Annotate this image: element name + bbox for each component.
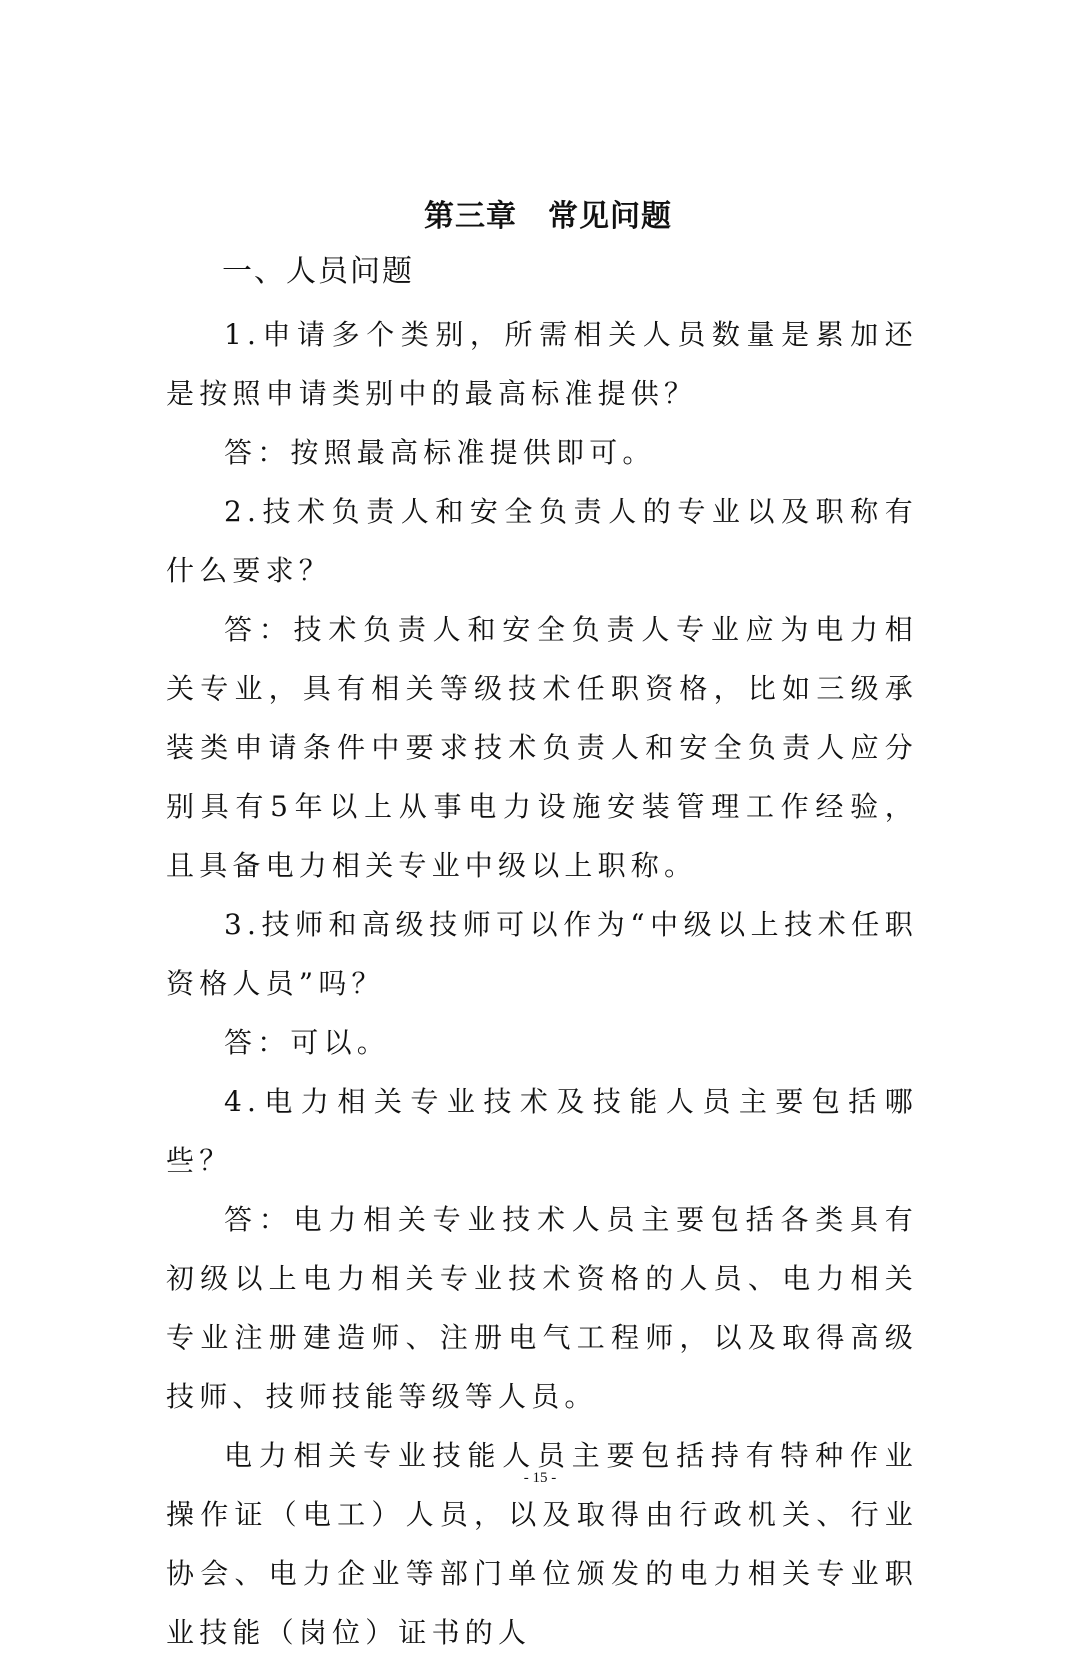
answer-4: 答：电力相关专业技术人员主要包括各类具有初级以上电力相关专业技术资格的人员、电力相关专业注册建造师、注册电气工程师，以及取得高级技师、技师技能等级等人员。 (166, 1203, 918, 1413)
answer-1: 答：按照最高标准提供即可。 (224, 436, 656, 469)
answer-2: 答：技术负责人和安全负责人专业应为电力相关专业，具有相关等级技术任职资格，比如三级承装类申请条件中要求技术负责人和安全负责人应分别具有5年以上从事电力设施安装管理工作经验，且具备电力相关专业中级以上职称。 (166, 613, 918, 882)
answer-4-continued: 电力相关专业技能人员主要包括持有特种作业操作证（电工）人员，以及取得由行政机关、行业协会、电力企业等部门单位颁发的电力相关专业职业技能（岗位）证书的人 (166, 1439, 918, 1649)
section-title: 一、人员问题 (222, 254, 414, 289)
question-2: 2.技术负责人和安全负责人的专业以及职称有什么要求？ (166, 495, 918, 587)
answer-3: 答：可以。 (224, 1026, 391, 1059)
page-number: - 15 - (523, 1470, 557, 1486)
question-3: 3.技师和高级技师可以作为“中级以上技术任职资格人员”吗？ (166, 908, 918, 1000)
chapter-title: 第三章 常见问题 (424, 199, 672, 234)
question-1: 1.申请多个类别，所需相关人员数量是累加还是按照申请类别中的最高标准提供？ (166, 318, 918, 410)
question-4: 4.电力相关专业技术及技能人员主要包括哪些？ (166, 1085, 918, 1177)
body-text (166, 305, 918, 1662)
